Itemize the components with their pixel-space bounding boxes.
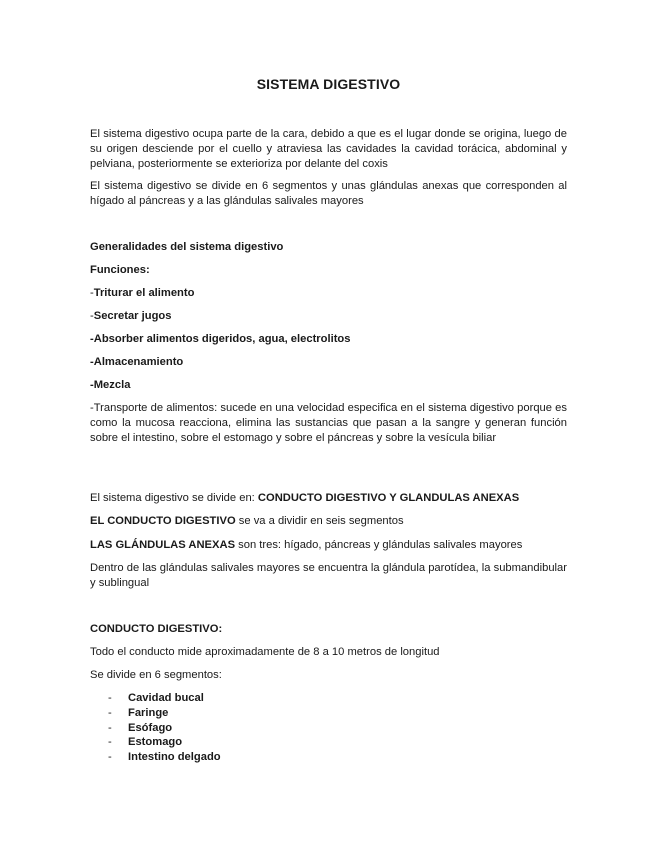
- divide-en-bold: CONDUCTO DIGESTIVO Y GLANDULAS ANEXAS: [257, 492, 520, 504]
- divide-en-lead: El sistema digestivo se divide en:: [90, 492, 258, 504]
- funcion-text: Absorber alimentos digeridos, agua, electrolitos: [93, 333, 351, 345]
- list-bullet: -: [108, 692, 112, 704]
- parotidea-paragraph: Dentro de las glándulas salivales mayores se encuentra la glándula parotídea, la submandibular y sublingual: [90, 562, 567, 589]
- list-item: [90, 691, 221, 706]
- glandulas-line-rest: son tres: hígado, páncreas y glándulas salivales mayores: [235, 539, 523, 551]
- list-item: [90, 721, 221, 736]
- list-bullet: -: [108, 736, 112, 749]
- funcion-prefix: -: [90, 333, 94, 345]
- list-item-text: Faringe: [128, 706, 169, 719]
- list-bullet: -: [108, 706, 112, 719]
- generalidades-heading: Generalidades del sistema digestivo: [90, 241, 284, 253]
- glandulas-line-bold: LAS GLÁNDULAS ANEXAS: [90, 539, 236, 551]
- funcion-text: Secretar jugos: [93, 310, 172, 322]
- segmentos-label: Se divide en 6 segmentos:: [90, 669, 222, 681]
- funcion-prefix: -: [90, 379, 94, 391]
- funcion-text: Almacenamiento: [93, 356, 184, 368]
- list-item-text: Esófago: [128, 721, 173, 734]
- list-item: [90, 750, 221, 765]
- list-item-text: Intestino delgado: [128, 751, 221, 764]
- funcion-text: Triturar el alimento: [93, 287, 195, 299]
- divide-en-line: [90, 491, 567, 506]
- funcion-item: [90, 286, 567, 301]
- conducto-line-bold: EL CONDUCTO DIGESTIVO: [90, 515, 236, 527]
- funcion-item: [90, 355, 567, 370]
- transporte-paragraph: -Transporte de alimentos: sucede en una velocidad especifica en el sistema digestivo porque es como la mucosa reacciona, elimina las sustancias que pasan a la sangre y generan función sobre el intestino, sobre el estomago y sobre el páncreas y sobre la vesícula biliar: [90, 402, 567, 444]
- conducto-heading: CONDUCTO DIGESTIVO:: [90, 623, 223, 635]
- funcion-prefix: -: [90, 287, 94, 299]
- funcion-text: Mezcla: [93, 379, 131, 391]
- document-title: SISTEMA DIGESTIVO: [256, 76, 401, 92]
- segmentos-list: [90, 691, 221, 765]
- funcion-item: [90, 378, 567, 393]
- glandulas-line: [90, 538, 567, 553]
- funciones-heading: Funciones:: [90, 264, 150, 276]
- intro-paragraph: El sistema digestivo ocupa parte de la cara, debido a que es el lugar donde se origina, luego de su origen desciende por el cuello y atraviesa las cavidades la cavidad torácica, abdominal y pelviana, posteriormente se exterioriza por delante del coxis: [90, 128, 567, 170]
- list-item: [90, 735, 221, 750]
- conducto-line-rest: se va a dividir en seis segmentos: [235, 515, 404, 527]
- list-bullet: -: [108, 721, 112, 734]
- longitud-paragraph: Todo el conducto mide aproximadamente de 8 a 10 metros de longitud: [90, 646, 440, 658]
- segments-intro-paragraph: El sistema digestivo se divide en 6 segmentos y unas glándulas anexas que corresponden al hígado al páncreas y a las glándulas salivales mayores: [90, 180, 567, 207]
- funcion-prefix: -: [90, 310, 94, 322]
- funcion-prefix: -: [90, 356, 94, 368]
- list-item-text: Cavidad bucal: [128, 692, 204, 704]
- conducto-line: [90, 514, 567, 529]
- list-item: [90, 706, 221, 721]
- list-bullet: -: [108, 751, 112, 764]
- list-item-text: Estomago: [128, 736, 183, 749]
- funcion-item: [90, 332, 567, 347]
- funcion-item: [90, 309, 567, 324]
